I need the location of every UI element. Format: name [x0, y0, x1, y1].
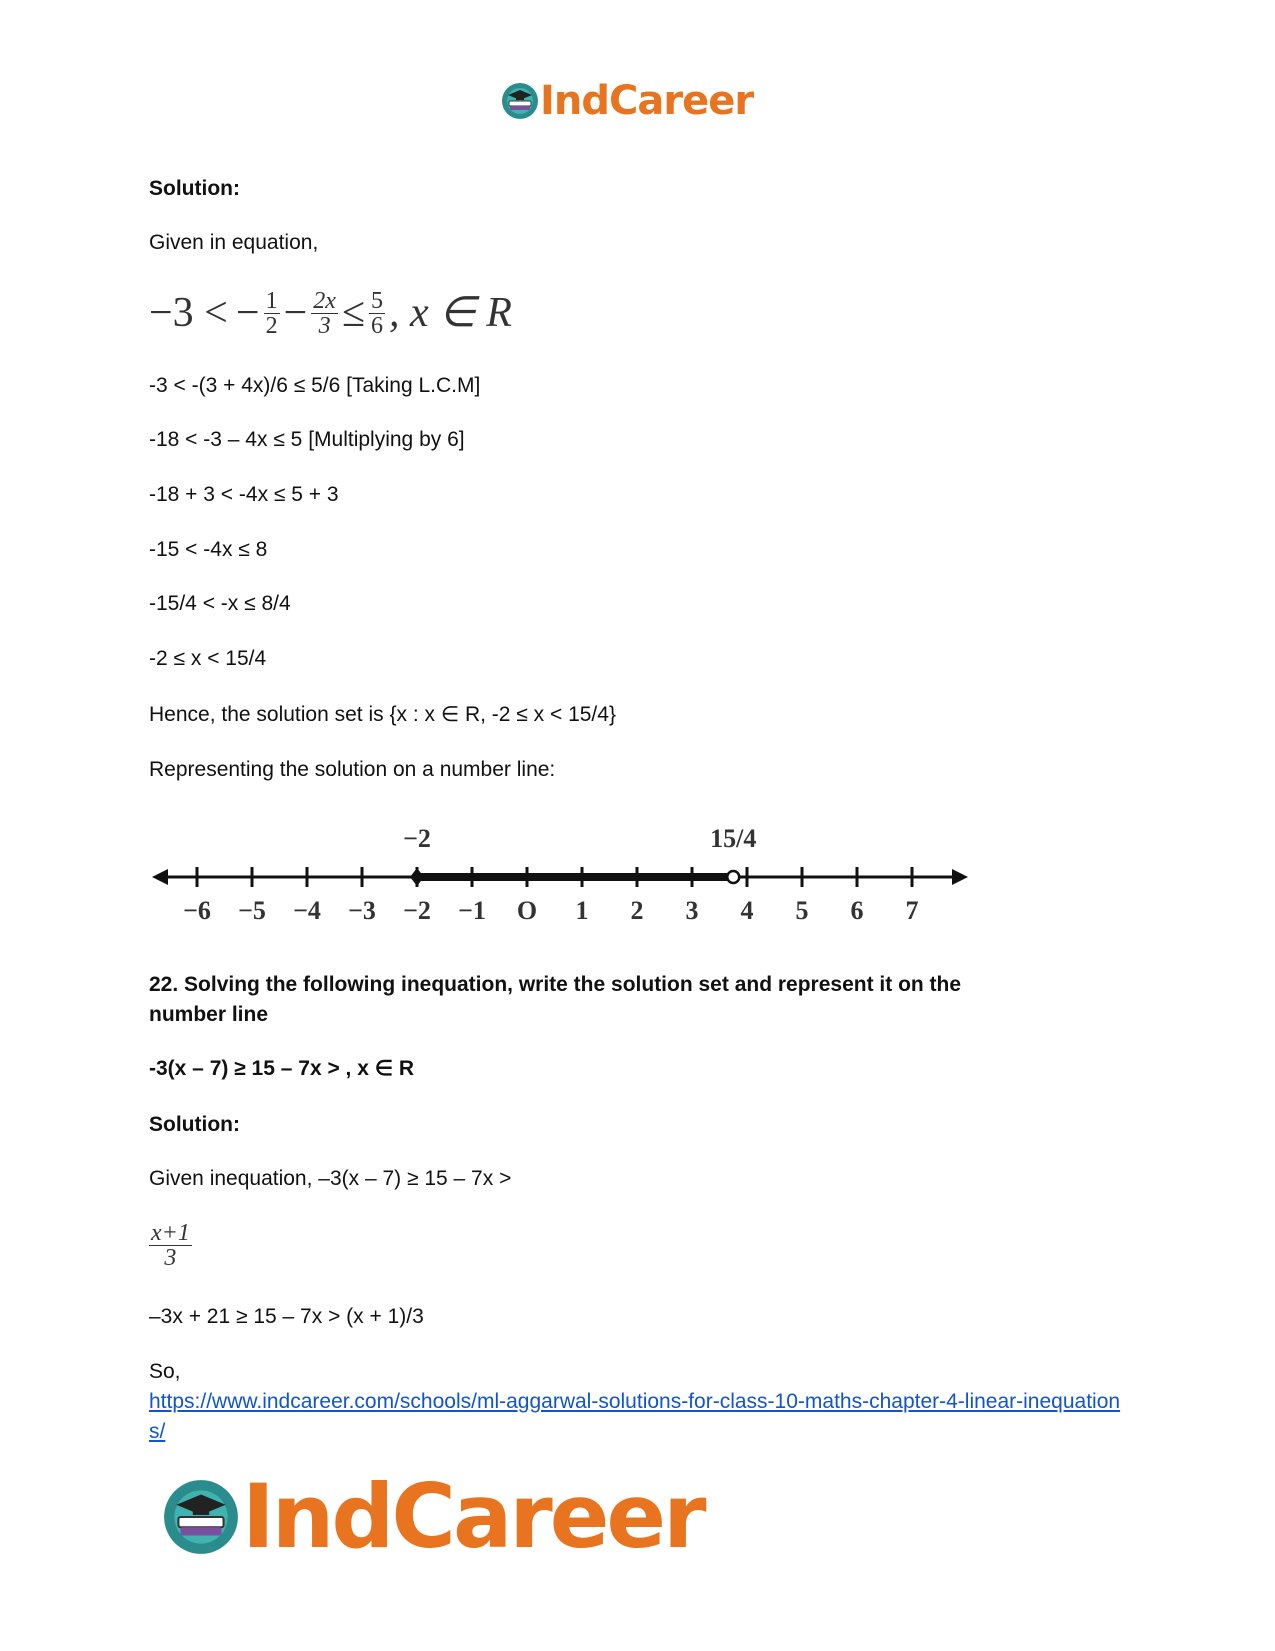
frac-num: x+1 — [151, 1219, 190, 1246]
tick-label: 3 — [685, 896, 699, 925]
q22-heading-line1: 22. Solving the following inequation, write the solution set and represent it on the — [149, 973, 962, 996]
fraction-5-6 — [369, 289, 385, 338]
step-4: -15 < -4x ≤ 8 — [149, 538, 268, 561]
tick-label: −4 — [293, 896, 321, 925]
math-minus: − — [283, 290, 308, 336]
tick-label: −6 — [183, 896, 211, 925]
frac-num: 1 — [265, 287, 278, 314]
q22-so: So, — [149, 1360, 181, 1383]
frac-den: 2 — [265, 312, 278, 339]
frac-den: 3 — [164, 1244, 177, 1271]
frac-num: 5 — [370, 287, 383, 314]
book-globe-icon — [160, 1476, 242, 1558]
fraction-1-2 — [264, 289, 280, 338]
step-1: -3 < -(3 + 4x)/6 ≤ 5/6 [Taking L.C.M] — [149, 374, 481, 397]
q22-given: Given inequation, –3(x – 7) ≥ 15 – 7x > — [149, 1167, 512, 1190]
step-3: -18 + 3 < -4x ≤ 5 + 3 — [149, 483, 339, 506]
end-label: 15/4 — [710, 825, 757, 853]
tick-label: 6 — [850, 896, 864, 925]
q22-fraction — [149, 1215, 192, 1275]
tick-label: O — [516, 896, 538, 925]
number-line — [150, 825, 970, 935]
tick-label: 4 — [740, 896, 754, 925]
frac-den: 3 — [318, 312, 331, 339]
brand-wordmark: IndCareer — [242, 1465, 704, 1568]
q22-heading-line2: number line — [149, 1003, 269, 1026]
step-6: -2 ≤ x < 15/4 — [149, 647, 267, 670]
math-lhs: −3 < — [149, 290, 228, 336]
solution-set: Hence, the solution set is {x : x ∈ R, -2 ≤ x < 15/4} — [149, 703, 616, 726]
tick-label: 5 — [795, 896, 809, 925]
frac-num: 2x — [313, 287, 336, 314]
open-endpoint — [727, 871, 739, 883]
given-intro: Given in equation, — [149, 231, 319, 254]
tick-label: 2 — [630, 896, 644, 925]
q22-solution-heading: Solution: — [149, 1113, 240, 1136]
tick-label: −3 — [348, 896, 376, 925]
indcareer-logo-top — [500, 78, 753, 124]
tick-label: −2 — [403, 896, 431, 925]
tick-label: −1 — [458, 896, 486, 925]
original-inequation — [149, 283, 512, 343]
math-le: ≤ — [341, 290, 365, 336]
closed-endpoint — [410, 868, 424, 886]
represent-text: Representing the solution on a number line: — [149, 758, 556, 781]
q22-step: –3x + 21 ≥ 15 – 7x > (x + 1)/3 — [149, 1305, 424, 1328]
right-arrow-icon — [952, 869, 968, 885]
frac-den: 6 — [370, 312, 383, 339]
q22-problem: -3(x – 7) ≥ 15 – 7x > , x ∈ R — [149, 1057, 415, 1080]
tick-label: −5 — [238, 896, 266, 925]
indcareer-logo-bottom — [160, 1465, 704, 1568]
fraction-2x-3 — [311, 289, 338, 338]
step-5: -15/4 < -x ≤ 8/4 — [149, 592, 291, 615]
fraction-x-plus-1-over-3 — [149, 1221, 192, 1270]
book-globe-icon — [500, 81, 540, 121]
tick-label: 7 — [905, 896, 919, 925]
math-tail: , x ∈ R — [388, 290, 512, 336]
start-label: −2 — [403, 825, 431, 853]
step-2: -18 < -3 – 4x ≤ 5 [Multiplying by 6] — [149, 428, 465, 451]
math-neg: − — [235, 290, 260, 336]
solution-heading: Solution: — [149, 177, 240, 200]
left-arrow-icon — [152, 869, 168, 885]
tick-label: 1 — [575, 896, 589, 925]
brand-wordmark: IndCareer — [540, 78, 754, 124]
source-link[interactable]: https://www.indcareer.com/schools/ml-aggarwal-solutions-for-class-10-maths-chapter-4-linear-inequations/ — [149, 1390, 1121, 1443]
